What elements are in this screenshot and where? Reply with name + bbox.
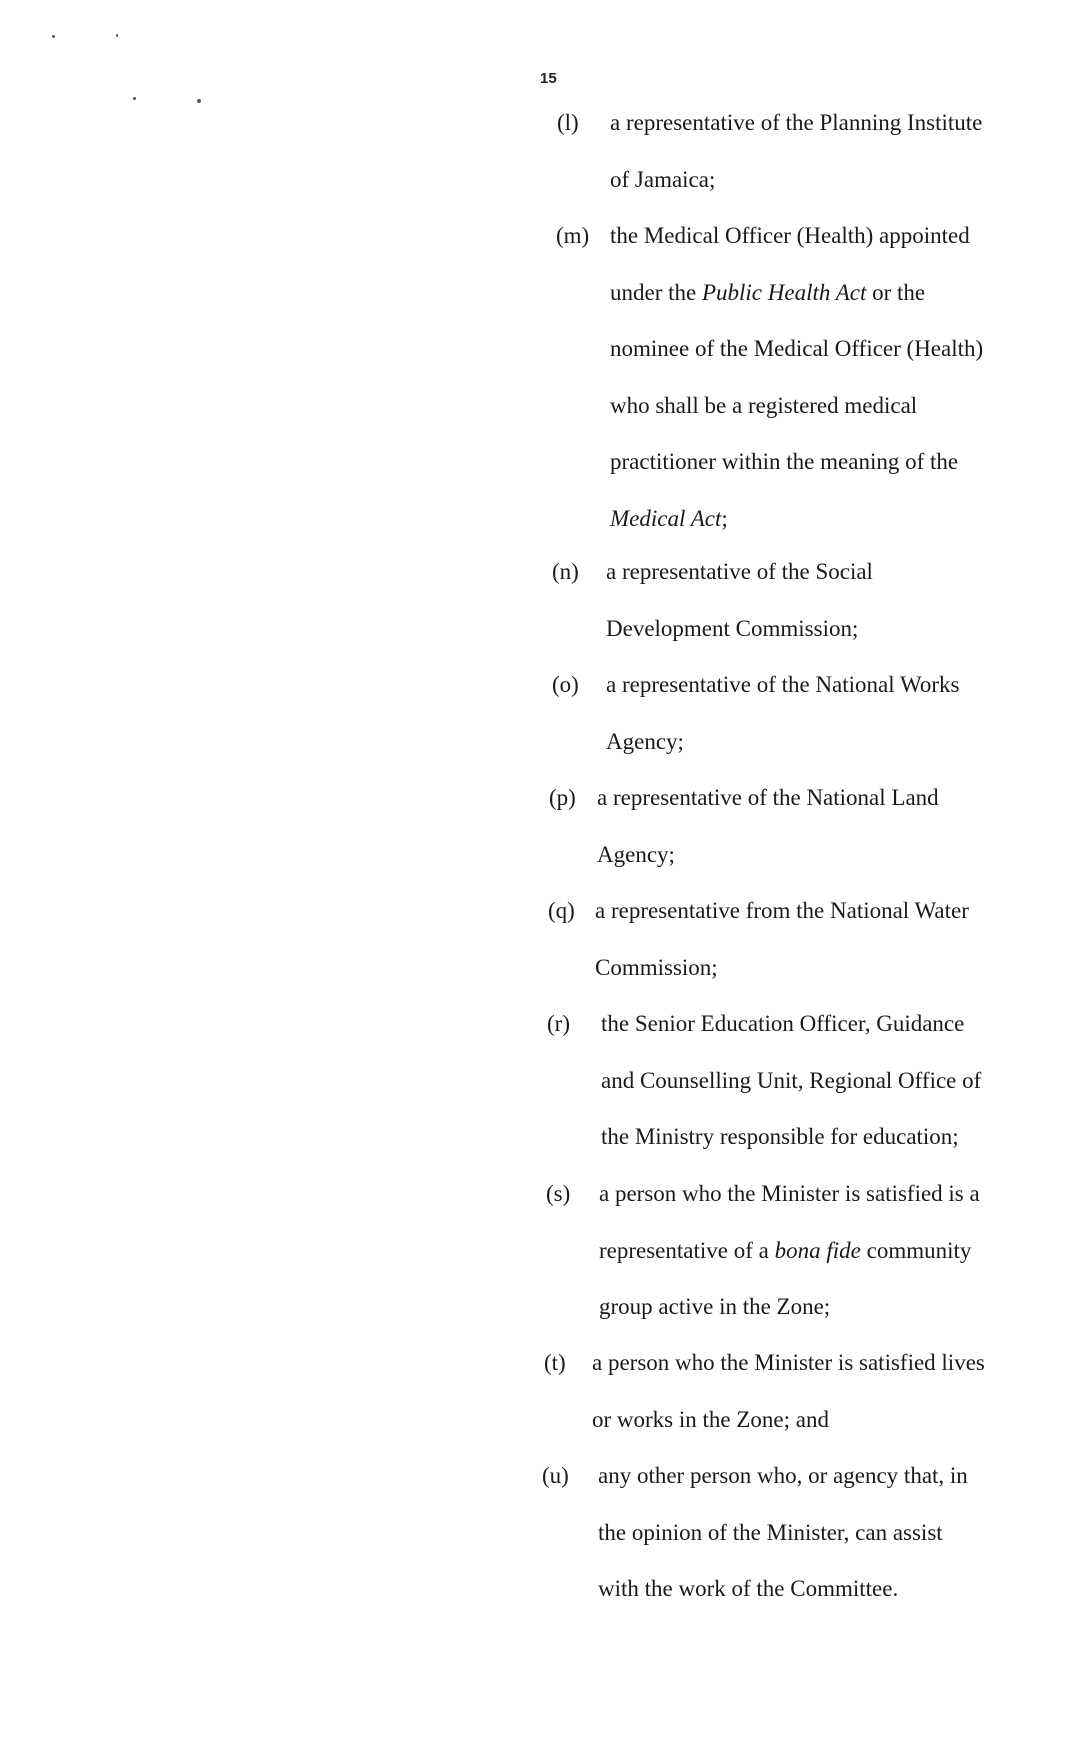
item-text-line xyxy=(610,95,982,152)
act-title: Public Health Act xyxy=(701,279,867,305)
item-label: (n) xyxy=(552,559,579,584)
item-text xyxy=(597,770,939,883)
text-segment: Agency; xyxy=(606,728,684,754)
text-segment: a person who the Minister is satisfied lives xyxy=(592,1350,985,1375)
item-label: (u) xyxy=(542,1463,569,1488)
text-segment: ; xyxy=(721,505,728,531)
text-segment: community xyxy=(860,1237,972,1263)
text-segment: a representative of the National Land xyxy=(597,785,939,810)
item-text xyxy=(598,1448,968,1618)
item-text xyxy=(606,544,873,657)
scan-speck xyxy=(133,97,136,100)
item-label: (q) xyxy=(548,898,575,923)
item-text xyxy=(592,1335,985,1448)
text-segment: a representative of the National Works xyxy=(606,672,960,697)
text-segment: practitioner within the meaning of the xyxy=(610,449,959,474)
item-text-line xyxy=(592,1392,985,1449)
text-segment: Commission; xyxy=(595,954,718,980)
item-text-line xyxy=(598,1561,968,1618)
item-text-line xyxy=(610,152,982,209)
item-label: (t) xyxy=(544,1350,566,1375)
text-segment: who shall be a registered medical xyxy=(610,392,918,418)
item-label: (m) xyxy=(556,223,590,248)
item-text-line xyxy=(592,1335,985,1392)
item-text-line xyxy=(597,770,939,827)
item-text xyxy=(595,883,969,996)
item-label: (p) xyxy=(549,785,576,810)
text-segment: Development Commission; xyxy=(606,615,859,641)
item-label: (l) xyxy=(557,110,579,135)
item-text-line xyxy=(595,883,969,940)
item-text-line xyxy=(610,265,983,322)
text-segment: any other person who, or agency that, in xyxy=(598,1463,968,1488)
item-text-line xyxy=(601,1053,981,1110)
text-segment: and Counselling Unit, Regional Office of xyxy=(601,1067,982,1093)
item-text-line xyxy=(598,1448,968,1505)
item-text xyxy=(606,657,959,770)
item-text-line xyxy=(601,996,981,1053)
text-segment: or works in the Zone; and xyxy=(592,1406,829,1432)
item-text-line xyxy=(610,208,983,265)
page-number: 15 xyxy=(540,70,557,87)
act-title: Medical Act xyxy=(610,505,722,531)
text-segment: with the work of the Committee. xyxy=(598,1576,899,1601)
text-segment: representative of a xyxy=(599,1237,775,1263)
item-text-line xyxy=(606,657,959,714)
text-segment: Agency; xyxy=(597,841,675,867)
text-segment: the Ministry responsible for education; xyxy=(601,1124,959,1149)
item-text xyxy=(610,95,982,208)
item-text-line xyxy=(597,827,939,884)
text-segment: the Senior Education Officer, Guidance xyxy=(601,1011,965,1036)
act-title: bona fide xyxy=(774,1237,861,1263)
item-text-line xyxy=(610,434,983,491)
item-text-line xyxy=(601,1109,981,1166)
item-text-line xyxy=(610,491,983,548)
item-label: (o) xyxy=(552,672,579,697)
item-text-line xyxy=(610,321,983,378)
scan-speck xyxy=(116,34,118,37)
text-segment: the opinion of the Minister, can assist xyxy=(598,1519,943,1545)
item-text xyxy=(599,1166,980,1336)
item-text-line xyxy=(610,378,983,435)
text-segment: a representative from the National Water xyxy=(595,898,969,923)
text-segment: the Medical Officer (Health) appointed xyxy=(610,223,970,248)
text-segment: a person who the Minister is satisfied is a xyxy=(599,1181,980,1206)
item-text-line xyxy=(599,1166,980,1223)
scan-speck xyxy=(52,35,55,38)
item-text-line xyxy=(606,714,959,771)
text-segment: nominee of the Medical Officer (Health) xyxy=(610,336,984,361)
text-segment: a representative of the Social xyxy=(606,559,873,584)
text-segment: or the xyxy=(866,279,926,305)
item-text-line xyxy=(606,601,873,658)
text-segment: under the xyxy=(610,279,702,305)
item-text-line xyxy=(606,544,873,601)
scan-speck xyxy=(197,99,201,103)
item-text-line xyxy=(599,1223,980,1280)
text-segment: a representative of the Planning Institute xyxy=(610,110,983,135)
item-text-line xyxy=(595,940,969,997)
item-text xyxy=(610,208,983,547)
item-text-line xyxy=(598,1505,968,1562)
item-text-line xyxy=(599,1279,980,1336)
item-label: (s) xyxy=(546,1181,571,1206)
text-segment: group active in the Zone; xyxy=(599,1294,831,1319)
item-text xyxy=(601,996,981,1166)
text-segment: of Jamaica; xyxy=(610,166,716,192)
item-label: (r) xyxy=(547,1011,570,1036)
